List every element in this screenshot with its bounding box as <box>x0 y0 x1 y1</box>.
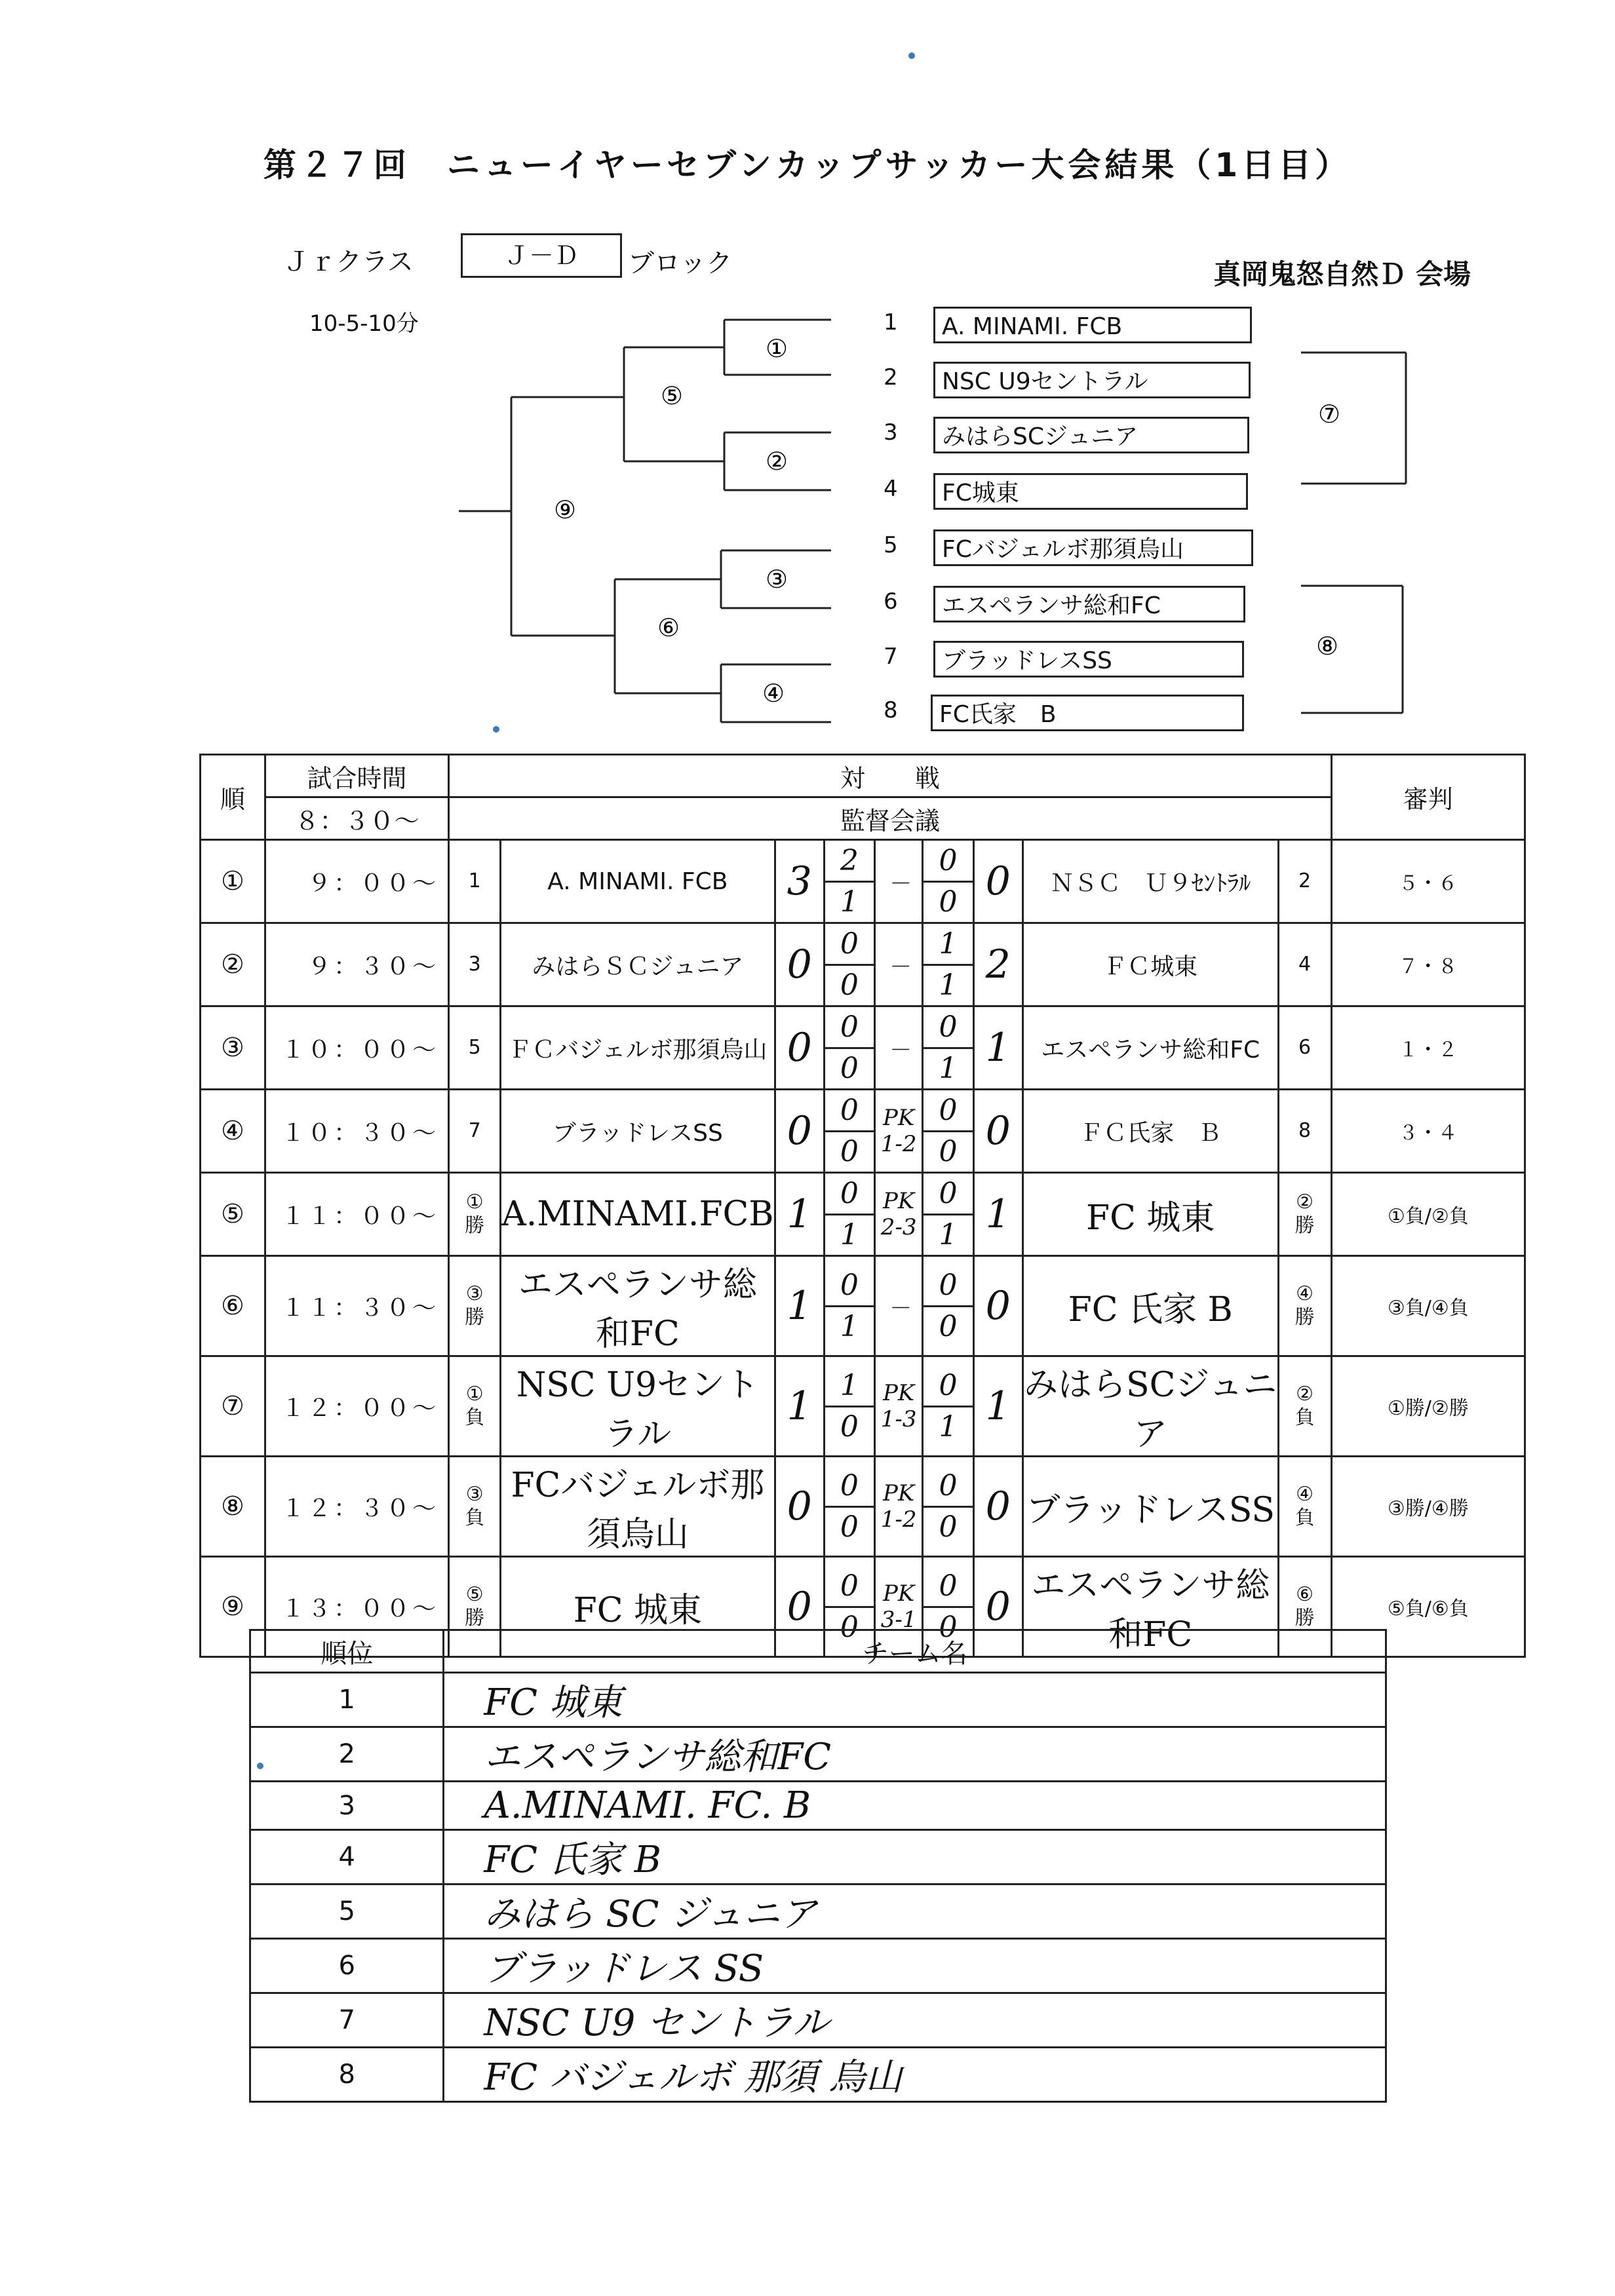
pk-result <box>874 1356 923 1457</box>
match-number: ② <box>201 923 265 1006</box>
referee: ③負/④負 <box>1331 1256 1525 1356</box>
right-seed-number: ② <box>1296 1191 1314 1214</box>
pk-score: 1-3 <box>880 1406 917 1432</box>
right-half-scores <box>924 1366 972 1447</box>
right-second-half: 0 <box>939 1611 958 1645</box>
referee: ３・４ <box>1331 1090 1525 1173</box>
left-half-scores <box>825 1366 874 1447</box>
right-score: 0 <box>973 1090 1022 1173</box>
match-2-label: ② <box>765 447 788 476</box>
left-seed-number: ① <box>465 1191 484 1214</box>
right-team: みはらSCジュニア <box>1022 1356 1278 1457</box>
match-number: ⑤ <box>201 1173 265 1256</box>
ranked-team-name: エスペランサ総和FC <box>444 1727 1386 1782</box>
ranking-row <box>250 1830 1386 1885</box>
left-seed-number: ⑤ <box>465 1583 484 1606</box>
left-result: 勝 <box>465 1306 485 1329</box>
left-first-half: 0 <box>825 1566 874 1608</box>
left-seed-number: ③ <box>465 1282 484 1305</box>
right-second-half: 0 <box>939 1510 958 1544</box>
left-half-scores <box>825 1466 874 1547</box>
match-row <box>201 1006 1525 1090</box>
header-time: 試合時間 <box>265 755 448 797</box>
right-team: ＮＳＣ Ｕ９ｾﾝﾄﾗﾙ <box>1022 840 1278 923</box>
right-seed <box>1278 1457 1331 1557</box>
left-result: 負 <box>465 1406 485 1429</box>
left-first-half: 2 <box>825 841 874 883</box>
team-number: 1 <box>884 309 898 335</box>
venue: 真岡鬼怒自然Ｄ 会場 <box>1213 258 1471 290</box>
match-number: ① <box>201 840 265 923</box>
page-title: 第２７回 ニューイヤーセブンカップサッカー大会結果（1日目） <box>263 146 1352 184</box>
left-score: 0 <box>775 923 824 1006</box>
team-number: 4 <box>884 476 898 502</box>
left-seed <box>449 1356 501 1457</box>
ranking-table <box>249 1629 1387 2103</box>
match-8-label: ⑧ <box>1315 632 1339 660</box>
right-first-half: 0 <box>924 1007 972 1049</box>
right-second-half: 0 <box>939 1310 958 1344</box>
team-entry: FCバジェルボ那須烏山 <box>933 529 1253 566</box>
match-1-label: ① <box>765 334 788 363</box>
ranking-row <box>250 1939 1386 1993</box>
pk-result <box>874 923 923 1006</box>
right-team: ブラッドレスSS <box>1022 1457 1278 1557</box>
left-seed <box>449 1256 501 1356</box>
right-half-scores <box>924 1007 972 1088</box>
referee: ①負/②負 <box>1331 1173 1525 1256</box>
left-team: みはらＳＣジュニア <box>501 923 775 1006</box>
rank-number: 4 <box>250 1830 444 1885</box>
ranking-row <box>250 1885 1386 1939</box>
match-row <box>201 1173 1525 1256</box>
referee: １・２ <box>1331 1006 1525 1090</box>
left-score: 0 <box>775 1006 824 1090</box>
right-half-scores <box>924 1090 972 1172</box>
ranking-row <box>250 2048 1386 2102</box>
right-seed-number: ④ <box>1296 1282 1314 1305</box>
ranking-row <box>250 1727 1386 1782</box>
match-6-label: ⑥ <box>657 613 680 642</box>
team-entry: FC城東 <box>933 473 1248 510</box>
right-second-half: 1 <box>939 1410 958 1444</box>
right-seed <box>1278 1090 1331 1173</box>
right-score: 0 <box>973 1256 1022 1356</box>
team-number: 3 <box>884 419 898 446</box>
match-time: １１：００～ <box>265 1173 448 1256</box>
pk-result <box>874 1006 923 1090</box>
match-rules: 10-5-10分 <box>309 311 419 337</box>
right-team: エスペランサ総和FC <box>1022 1557 1278 1657</box>
right-result: 負 <box>1294 1506 1315 1529</box>
rank-number: 6 <box>250 1939 444 1993</box>
match-number: ⑥ <box>201 1256 265 1356</box>
left-seed <box>449 1006 501 1090</box>
left-second-half: 1 <box>840 885 859 919</box>
right-second-half: 0 <box>939 885 958 919</box>
right-result: 勝 <box>1294 1306 1315 1329</box>
left-second-half: 0 <box>840 968 859 1003</box>
left-first-half: 0 <box>825 1174 874 1215</box>
right-team: ＦＣ城東 <box>1022 923 1278 1006</box>
right-result: 勝 <box>1294 1214 1315 1237</box>
match-time: １２：００～ <box>265 1356 448 1457</box>
pk-label: PK <box>883 1380 915 1406</box>
match-4-label: ④ <box>762 679 785 708</box>
right-seed <box>1278 1356 1331 1457</box>
header-match: 対 戦 <box>449 755 1331 797</box>
pk-label: PK <box>883 1580 915 1607</box>
pk-score: 2-3 <box>880 1214 917 1240</box>
left-seed <box>449 840 501 923</box>
left-team: FCバジェルボ那須烏山 <box>501 1457 775 1557</box>
ranked-team-name: FC 氏家 B <box>444 1830 1386 1885</box>
left-first-half: 0 <box>825 924 874 966</box>
right-result: 勝 <box>1294 1607 1315 1630</box>
right-score: 1 <box>973 1356 1022 1457</box>
left-first-half: 0 <box>825 1007 874 1049</box>
right-first-half: 0 <box>924 1265 972 1307</box>
team-entry: FC氏家 B <box>931 695 1244 731</box>
header-referee: 審判 <box>1331 755 1525 840</box>
left-first-half: 0 <box>825 1090 874 1132</box>
left-seed-number: ① <box>465 1383 484 1406</box>
pk-result <box>874 1090 923 1173</box>
left-team: ＦＣバジェルボ那須烏山 <box>501 1006 775 1090</box>
left-result: 勝 <box>465 1214 485 1237</box>
referee: ①勝/②勝 <box>1331 1356 1525 1457</box>
right-first-half: 0 <box>924 1090 972 1132</box>
right-second-half: 1 <box>939 968 958 1003</box>
left-team: FC 城東 <box>501 1557 775 1657</box>
rank-number: 2 <box>250 1727 444 1782</box>
left-seed <box>449 1173 501 1256</box>
right-seed <box>1278 1256 1331 1356</box>
right-first-half: 1 <box>924 924 972 966</box>
left-score: 1 <box>775 1256 824 1356</box>
left-result: 勝 <box>465 1607 485 1630</box>
left-half-scores <box>825 1265 874 1347</box>
header-team-name: チーム名 <box>444 1630 1386 1673</box>
match-time: １０：００～ <box>265 1006 448 1090</box>
match-time: １０：３０～ <box>265 1090 448 1173</box>
pk-result <box>874 1256 923 1356</box>
team-entry: エスペランサ総和FC <box>933 586 1245 622</box>
referee: ５・６ <box>1331 840 1525 923</box>
team-entry: NSC U9セントラル <box>933 362 1251 398</box>
team-number: 2 <box>884 364 898 391</box>
match-9-label: ⑨ <box>553 495 577 524</box>
left-half-scores <box>825 1090 874 1172</box>
header-meeting: 監督会議 <box>449 797 1331 840</box>
right-seed <box>1278 1006 1331 1090</box>
left-half-scores <box>825 1007 874 1088</box>
header-rank: 順位 <box>250 1630 444 1673</box>
right-first-half: 0 <box>924 841 972 883</box>
pk-label: PK <box>883 1105 915 1131</box>
match-row <box>201 923 1525 1006</box>
match-row <box>201 1256 1525 1356</box>
pk-score: 3-1 <box>880 1607 917 1633</box>
left-half-scores <box>825 924 874 1005</box>
pk-label: PK <box>883 1188 915 1214</box>
team-entry: A. MINAMI. FCB <box>933 307 1252 343</box>
left-second-half: 0 <box>840 1135 859 1169</box>
left-score: 1 <box>775 1173 824 1256</box>
right-seed-number: ⑥ <box>1296 1583 1314 1606</box>
left-seed <box>449 923 501 1006</box>
pk-score: 1-2 <box>880 1506 917 1533</box>
match-time: ９：３０～ <box>265 923 448 1006</box>
right-half-scores <box>924 1265 972 1347</box>
ranked-team-name: FC バジェルボ 那須 烏山 <box>444 2048 1386 2102</box>
ranked-team-name: みはら SC ジュニア <box>444 1885 1386 1939</box>
right-half-scores <box>924 841 972 922</box>
left-second-half: 0 <box>840 1052 859 1086</box>
referee: ③勝/④勝 <box>1331 1457 1525 1557</box>
left-second-half: 0 <box>840 1611 859 1645</box>
right-half-scores <box>924 1466 972 1547</box>
match-row <box>201 1457 1525 1557</box>
header-start-time: ８：３０～ <box>265 797 448 840</box>
match-number: ⑧ <box>201 1457 265 1557</box>
left-first-half: 0 <box>825 1466 874 1508</box>
left-seed-number: 7 <box>468 1119 481 1142</box>
pk-result <box>874 1457 923 1557</box>
team-entry: みはらSCジュニア <box>933 417 1249 453</box>
left-score: 3 <box>775 840 824 923</box>
match-5-label: ⑤ <box>660 381 684 410</box>
right-first-half: 0 <box>924 1466 972 1508</box>
ranking-row <box>250 1993 1386 2048</box>
ranking-row <box>250 1673 1386 1727</box>
ranking-row <box>250 1782 1386 1830</box>
left-first-half: 0 <box>825 1265 874 1307</box>
left-second-half: 1 <box>840 1310 859 1344</box>
left-seed-number: 1 <box>468 870 481 892</box>
right-seed-number: ④ <box>1296 1483 1314 1506</box>
right-seed <box>1278 840 1331 923</box>
ranked-team-name: NSC U9 セントラル <box>444 1993 1386 2048</box>
tournament-bracket <box>0 0 1615 754</box>
right-seed-number: 6 <box>1298 1036 1312 1059</box>
left-score: 1 <box>775 1356 824 1457</box>
left-second-half: 0 <box>840 1410 859 1444</box>
match-7-label: ⑦ <box>1317 400 1341 429</box>
rank-number: 5 <box>250 1885 444 1939</box>
match-number: ⑨ <box>201 1557 265 1657</box>
left-team: A. MINAMI. FCB <box>501 840 775 923</box>
right-team: ＦＣ氏家 Ｂ <box>1022 1090 1278 1173</box>
right-second-half: 1 <box>939 1218 958 1252</box>
right-result: 負 <box>1294 1406 1315 1429</box>
ranked-team-name: FC 城東 <box>444 1673 1386 1727</box>
class-label: Ｊｒクラス <box>283 247 414 277</box>
right-second-half: 0 <box>939 1135 958 1169</box>
left-seed-number: ③ <box>465 1483 484 1506</box>
right-score: 2 <box>973 923 1022 1006</box>
left-result: 負 <box>465 1506 485 1529</box>
right-first-half: 0 <box>924 1566 972 1608</box>
referee: ７・８ <box>1331 923 1525 1006</box>
team-number: 6 <box>884 588 898 615</box>
rank-number: 7 <box>250 1993 444 2048</box>
rank-number: 8 <box>250 2048 444 2102</box>
right-team: FC 氏家 B <box>1022 1256 1278 1356</box>
pk-result <box>874 1173 923 1256</box>
left-half-scores <box>825 841 874 922</box>
right-team: FC 城東 <box>1022 1173 1278 1256</box>
left-score: 0 <box>775 1090 824 1173</box>
pk-label: － <box>887 1037 910 1063</box>
right-team: エスペランサ総和FC <box>1022 1006 1278 1090</box>
team-number: 8 <box>884 697 898 723</box>
right-half-scores <box>924 924 972 1005</box>
left-second-half: 1 <box>840 1218 859 1252</box>
right-seed-number: 2 <box>1298 870 1312 892</box>
left-team: ブラッドレスSS <box>501 1090 775 1173</box>
ranked-team-name: ブラッドレス SS <box>444 1939 1386 1993</box>
match-time: １２：３０～ <box>265 1457 448 1557</box>
referee: ⑤負/⑥負 <box>1331 1557 1525 1657</box>
left-team: エスペランサ総和FC <box>501 1256 775 1356</box>
match-time: １１：３０～ <box>265 1256 448 1356</box>
right-seed-number: 8 <box>1298 1119 1312 1142</box>
left-team: NSC U9セントラル <box>501 1356 775 1457</box>
team-number: 5 <box>884 532 898 558</box>
left-score: 0 <box>775 1457 824 1557</box>
left-seed <box>449 1457 501 1557</box>
right-seed <box>1278 1173 1331 1256</box>
right-score: 0 <box>973 1557 1022 1657</box>
match-number: ④ <box>201 1090 265 1173</box>
pk-label: PK <box>883 1480 915 1506</box>
pk-score: 1-2 <box>880 1131 917 1157</box>
left-team: A.MINAMI.FCB <box>501 1173 775 1256</box>
match-row <box>201 840 1525 923</box>
left-seed <box>449 1090 501 1173</box>
right-first-half: 0 <box>924 1366 972 1407</box>
pk-label: － <box>887 1295 910 1322</box>
left-first-half: 1 <box>825 1366 874 1407</box>
pk-result <box>874 840 923 923</box>
match-number: ③ <box>201 1006 265 1090</box>
match-time: ９：００～ <box>265 840 448 923</box>
right-score: 0 <box>973 840 1022 923</box>
right-score: 1 <box>973 1006 1022 1090</box>
block-label: ブロック <box>628 248 733 278</box>
rank-number: 3 <box>250 1782 444 1830</box>
right-seed-number: 4 <box>1298 953 1312 976</box>
left-score: 0 <box>775 1557 824 1657</box>
match-row <box>201 1356 1525 1457</box>
left-half-scores <box>825 1174 874 1255</box>
left-second-half: 0 <box>840 1510 859 1544</box>
right-score: 0 <box>973 1457 1022 1557</box>
left-seed-number: 5 <box>468 1036 481 1059</box>
match-schedule-table <box>199 754 1526 1658</box>
right-score: 1 <box>973 1173 1022 1256</box>
match-time: １３：００～ <box>265 1557 448 1657</box>
pk-label: － <box>887 870 910 897</box>
match-number: ⑦ <box>201 1356 265 1457</box>
header-order: 順 <box>201 755 265 840</box>
right-seed-number: ② <box>1296 1383 1314 1406</box>
block-code: Ｊ－Ｄ <box>461 233 622 278</box>
team-number: 7 <box>884 643 898 670</box>
rank-number: 1 <box>250 1673 444 1727</box>
match-3-label: ③ <box>765 565 788 594</box>
pk-label: － <box>887 953 910 980</box>
right-second-half: 1 <box>939 1052 958 1086</box>
right-half-scores <box>924 1174 972 1255</box>
right-seed <box>1278 923 1331 1006</box>
left-seed-number: 3 <box>468 953 481 976</box>
right-first-half: 0 <box>924 1174 972 1215</box>
team-entry: ブラッドレスSS <box>933 641 1244 678</box>
ranked-team-name: A.MINAMI. FC. B <box>444 1782 1386 1830</box>
match-row <box>201 1090 1525 1173</box>
